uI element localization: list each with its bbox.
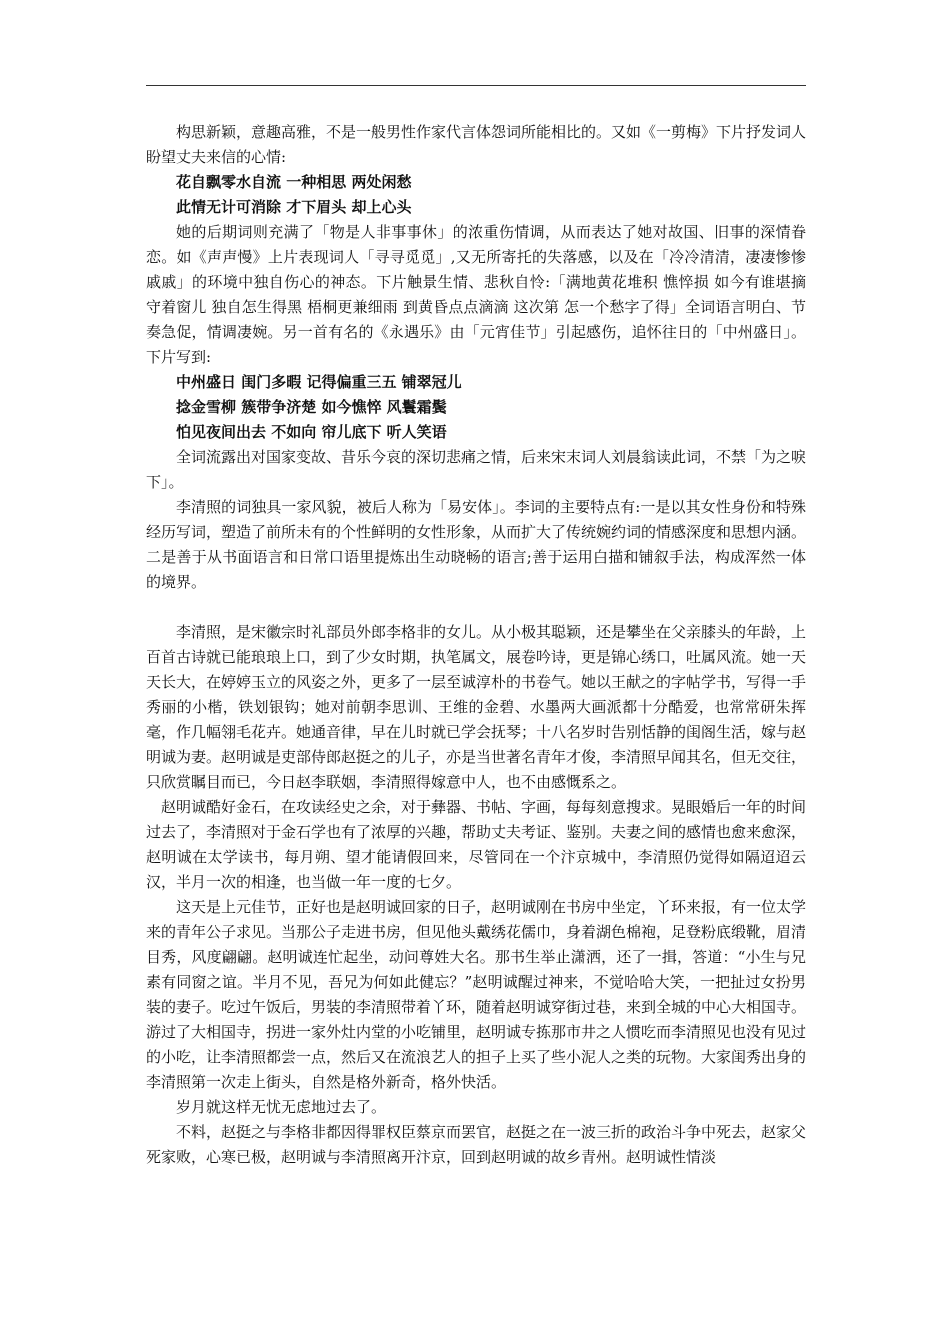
paragraph-later-works: 她的后期词则充满了「物是人非事事休」的浓重伤情调，从而表达了她对故国、旧事的深情眷恋。如《声声慢》上片表现词人「寻寻觅觅」,又无所寄托的失落感，以及在「冷冷清清，凄凄惨惨戚戚」的环境中独自伤心的神态。下片触景生情、悲秋自怜:「满地黄花堆积 憔悴损 如今有谁堪摘 守着窗儿 独自怎生得黑 梧桐更兼细雨 到黄昏点点滴滴 这次第 怎一个愁字了得」全词语言明白、节奏急促，情调凄婉。另一首有名的《永遇乐》由「元宵佳节」引起感伤，追怀往日的「中州盛日」。下片写到: (146, 223, 806, 366)
paragraph-biography: 李清照，是宋徽宗时礼部员外郎李格非的女儿。从小极其聪颖，还是攀坐在父亲膝头的年龄，上百首古诗就已能琅琅上口，到了少女时期，执笔属文，展卷吟诗，更是锦心绣口，吐属风流。她一天天长大，在婷婷玉立的风姿之外，更多了一层至诚淳朴的书卷气。她以王献之的字帖学书，写得一手秀丽的小楷，铁划银钩；她对前朝李思训、王维的金碧、水墨两大画派都十分酷爱，也常常研朱挥毫，作几幅翎毛花卉。她通音律，早在儿时就已学会抚琴；十八名岁时告别恬静的闺阁生活，嫁与赵明诚为妻。赵明诚是吏部侍郎赵挺之的儿子，亦是当世著名青年才俊，李清照早闻其名，但无交往，只欣赏瞩目而已，今日赵李联姻，李清照得嫁意中人，也不由感慨系之。 (146, 623, 807, 791)
paragraph-festival: 这天是上元佳节，正好也是赵明诚回家的日子，赵明诚刚在书房中坐定，丫环来报，有一位太学来的青年公子求见。当那公子走进书房，但见他头戴绣花儒巾，身着湖色棉袍，足登粉底缎靴，眉清目秀，风度翩翩。赵明诚连忙起坐，动问尊姓大名。那书生举止潇洒，还了一揖，答道：“小生与兄素有同窗之谊。半月不见，吾兄为何如此健忘？”赵明诚醒过神来，不觉哈哈大笑，一把扯过女扮男装的妻子。吃过午饭后，男装的李清照带着丫环，随着赵明诚穿街过巷，来到全城的中心大相国寺。游过了大相国寺，拐进一家外灶内堂的小吃铺里，赵明诚专拣那市井之人惯吃而李清照见也没有见过的小吃，让李清照都尝一点，然后又在流浪艺人的担子上买了些小泥人之类的玩物。大家闺秀出身的李清照第一次走上街头，自然是格外新奇，格外快活。 (146, 898, 807, 1091)
verse-line: 中州盛日 闺门多暇 记得偏重三五 铺翠冠儿 (176, 373, 462, 391)
verse-line: 怕见夜间出去 不如向 帘儿底下 听人笑语 (176, 423, 447, 441)
paragraph-decline: 不料，赵挺之与李格非都因得罪权臣蔡京而罢官，赵挺之在一波三折的政治斗争中死去，赵家父死家败，心寒已极，赵明诚与李清照离开汴京，回到赵明诚的故乡青州。赵明诚性情淡 (146, 1123, 807, 1166)
paragraph-style: 李清照的词独具一家风貌，被后人称为「易安体」。李词的主要特点有:一是以其女性身份和特殊经历写词，塑造了前所未有的个性鲜明的女性形象，从而扩大了传统婉约词的情感深度和思想内涵。二是善于从书面语言和日常口语里提炼出生动晓畅的语言;善于运用白描和铺叙手法，构成浑然一体的境界。 (146, 498, 807, 591)
header-rule (146, 85, 806, 86)
paragraph-gap (146, 595, 806, 620)
verse-line: 捻金雪柳 簇带争济楚 如今憔悴 风鬟霜鬓 (176, 398, 447, 416)
verse-line: 花自飘零水自流 一种相思 两处闲愁 (176, 173, 412, 191)
document-body (146, 120, 806, 1170)
paragraph-marriage: 赵明诚酷好金石，在攻读经史之余，对于彝器、书帖、字画，每每刻意搜求。晃眼婚后一年的时间过去了，李清照对于金石学也有了浓厚的兴趣，帮助丈夫考证、鉴别。夫妻之间的感情也愈来愈深，赵明诚在太学读书，每月朔、望才能请假回来，尽管同在一个汴京城中，李清照仍觉得如隔迢迢云汉，半月一次的相逢，也当做一年一度的七夕。 (146, 798, 807, 891)
paragraph-commentary: 全词流露出对国家变故、昔乐今哀的深切悲痛之情，后来宋末词人刘晨翁读此词，不禁「为之唳下」。 (146, 448, 807, 491)
paragraph-intro: 构思新颖，意趣高雅，不是一般男性作家代言体怨词所能相比的。又如《一剪梅》下片抒发词人盼望丈夫来信的心情: (146, 123, 807, 166)
verse-line: 此情无计可消除 才下眉头 却上心头 (176, 198, 412, 216)
paragraph-years: 岁月就这样无忧无虑地过去了。 (176, 1098, 387, 1116)
